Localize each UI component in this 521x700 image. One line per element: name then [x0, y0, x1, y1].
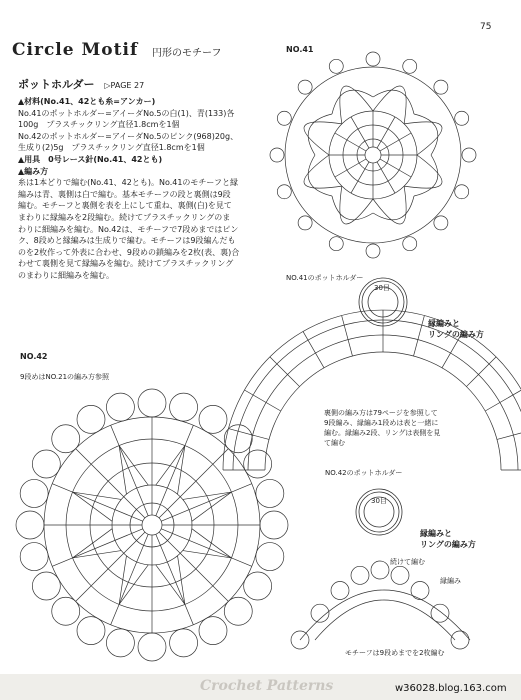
instruction-line: のまわりに細編みを編む。: [18, 270, 114, 280]
instruction-line: ▲編み方: [18, 166, 49, 176]
no42-edging-diagram: [291, 561, 470, 649]
edge-label: 縁編み: [440, 577, 461, 585]
label-no42-holder: NO.42のポットホルダー: [325, 469, 403, 477]
note41-line1: 裏側の編み方は79ページを参照して: [324, 409, 438, 417]
edge-ring-label-a1: 縁編みと: [428, 319, 460, 328]
motif-note: モチーフは9段めまでを2枚編む: [345, 649, 445, 657]
instruction-line: 生成り(2)5g プラスチックリング直径1.8cmを1個: [18, 143, 205, 153]
edge-ring-label-b2: リングの編み方: [420, 540, 476, 549]
page-subtitle: 円形のモチーフ: [152, 48, 222, 59]
page-number: 75: [480, 22, 492, 32]
instruction-line: ク、8段めと縁編みは生成りで編む。モチーフは9段編んだも: [18, 236, 236, 246]
label-no42: NO.42: [20, 352, 48, 361]
edge-ring-label-a2: リングの編み方: [428, 330, 484, 339]
label-row9-ref: 9段めはNO.21の編み方参照: [20, 373, 110, 381]
edge-ring-label-b1: 縁編みと: [420, 529, 452, 538]
instruction-line: まわりに縁編みを2段編む。続けてプラスチックリングのま: [18, 212, 231, 222]
label-no41-holder: NO.41のポットホルダー: [286, 274, 364, 282]
no42-ring-diagram: [356, 489, 402, 535]
instruction-line: わせて裏側を見て縁編みを編む。続けてプラスチックリング: [18, 259, 234, 269]
watermark-text: Crochet Patterns: [200, 678, 334, 694]
instruction-line: わりに細編みを編む。No.42は、モチーフで7段めまではピン: [18, 224, 239, 234]
page-reference: ▷PAGE 27: [104, 81, 145, 90]
ring-30-label-a: 30目: [374, 284, 390, 292]
note41-line4: て編む: [324, 439, 345, 447]
instruction-line: 糸は1本どりで編む(No.41、42とも)。No.41のモチーフと縁: [18, 178, 239, 188]
note41-line3: 編む。縁編み2段、リングは表側を見: [324, 429, 441, 437]
instruction-line: 編みは青、裏側は白で編む。基本モチーフの段と裏側は9段: [18, 189, 231, 199]
page-title: Circle Motif: [12, 40, 139, 60]
section-title: ポットホルダー: [18, 78, 95, 91]
instruction-line: No.42のポットホルダー=アイーダNo.5のピンク(968)20g、: [18, 131, 239, 141]
no41-motif-diagram: [270, 52, 476, 258]
note41-line2: 9段編み、縁編み1段めは表と一緒に: [324, 419, 439, 427]
ring-30-label-b: 30目: [371, 497, 387, 505]
no42-motif-diagram: [16, 389, 288, 661]
instruction-line: 編む。モチーフと裏側を表を上にして重ね、裏側(白)を見て: [18, 201, 232, 211]
no41-edging-diagram: [223, 310, 521, 470]
instruction-line: のを2枚作って外表に合わせ、9段めの鎖編みを2枚(表、裏)合: [18, 247, 240, 257]
instruction-line: ▲材料(No.41、42とも糸=アンカー): [18, 97, 156, 106]
continue-label: 続けて編む: [390, 558, 425, 566]
instruction-line: ▲用具 0号レース針(No.41、42とも): [18, 154, 163, 164]
source-url: w36028.blog.163.com: [395, 683, 507, 694]
label-no41: NO.41: [286, 45, 314, 54]
instruction-line: No.41のポットホルダー=アイーダNo.5の白(1)、青(133)各: [18, 108, 235, 118]
instruction-line: 100g プラスチックリング直径1.8cmを1個: [18, 120, 180, 130]
